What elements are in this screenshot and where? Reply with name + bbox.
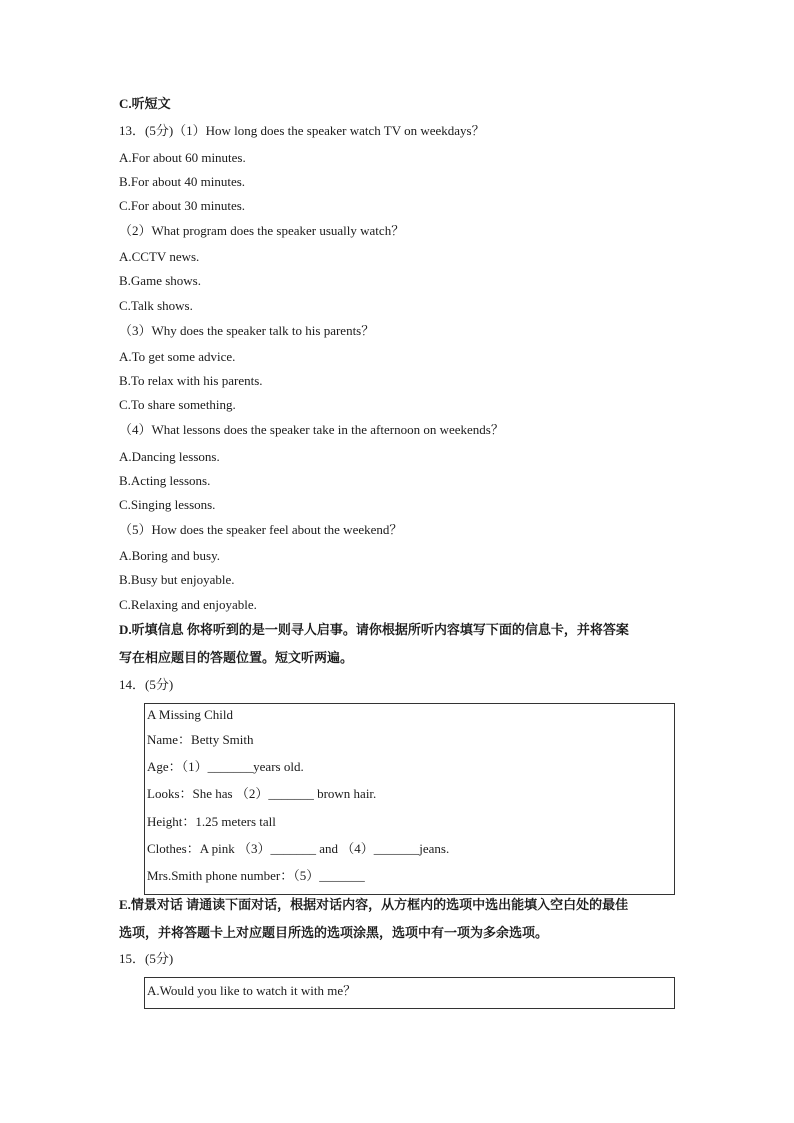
- q2-option-a: A.CCTV news.: [119, 249, 200, 264]
- section-d-instruction: [119, 616, 675, 672]
- q1-option-a: A.For about 60 minutes.: [119, 150, 246, 165]
- section-e-instruction-line1: E.情景对话 请通读下面对话，根据对话内容，从方框内的选项中选出能填入空白处的最佳: [119, 897, 629, 912]
- q2-option-b: B.Game shows.: [119, 273, 201, 288]
- card-name: Name：Betty Smith: [147, 732, 254, 747]
- q5-stem: （5）How does the speaker feel about the weekend？: [119, 522, 403, 537]
- card-age: Age：（1）_______years old.: [147, 759, 304, 774]
- q1-option-b: B.For about 40 minutes.: [119, 174, 246, 189]
- q5-option-c: C.Relaxing and enjoyable.: [119, 597, 257, 612]
- card-title: A Missing Child: [147, 707, 233, 722]
- question-14-label: 14．(5分): [119, 677, 174, 692]
- card-phone-number: Mrs.Smith phone number：（5）_______: [147, 868, 365, 883]
- section-e-instruction: [119, 891, 675, 947]
- section-d-instruction-line2: 写在相应题目的答题位置。短文听两遍。: [119, 650, 354, 665]
- q3-option-b: B.To relax with his parents.: [119, 373, 263, 388]
- q3-option-c: C.To share something.: [119, 397, 236, 412]
- q1-option-c: C.For about 30 minutes.: [119, 198, 246, 213]
- q2-stem: （2）What program does the speaker usually watch？: [119, 223, 405, 238]
- card-height: Height：1.25 meters tall: [147, 814, 276, 829]
- box-option-a: A.Would you like to watch it with me？: [147, 983, 357, 998]
- card-looks: Looks：She has （2）_______ brown hair.: [147, 786, 377, 801]
- section-d-instruction-line1: D.听填信息 你将听到的是一则寻人启事。请你根据所听内容填写下面的信息卡，并将答案: [119, 622, 629, 637]
- q4-option-b: B.Acting lessons.: [119, 473, 211, 488]
- q5-option-a: A.Boring and busy.: [119, 548, 220, 563]
- q5-option-b: B.Busy but enjoyable.: [119, 572, 235, 587]
- card-clothes: Clothes：A pink （3）_______ and （4）_______jeans.: [147, 841, 450, 856]
- q4-option-a: A.Dancing lessons.: [119, 449, 220, 464]
- options-box: [144, 977, 675, 1009]
- section-e-instruction-line2: 选项，并将答题卡上对应题目所选的选项涂黑，选项中有一项为多余选项。: [119, 925, 549, 940]
- question-13-stem: 13．(5分)（1）How long does the speaker watch TV on weekdays？: [119, 123, 485, 138]
- q3-option-a: A.To get some advice.: [119, 349, 236, 364]
- question-15-label: 15．(5分): [119, 951, 174, 966]
- q4-stem: （4）What lessons does the speaker take in the afternoon on weekends？: [119, 422, 504, 437]
- section-c-heading: C.听短文: [119, 96, 171, 111]
- q3-stem: （3）Why does the speaker talk to his parents？: [119, 323, 375, 338]
- q2-option-c: C.Talk shows.: [119, 298, 193, 313]
- missing-child-info-card: [144, 703, 675, 895]
- q4-option-c: C.Singing lessons.: [119, 497, 216, 512]
